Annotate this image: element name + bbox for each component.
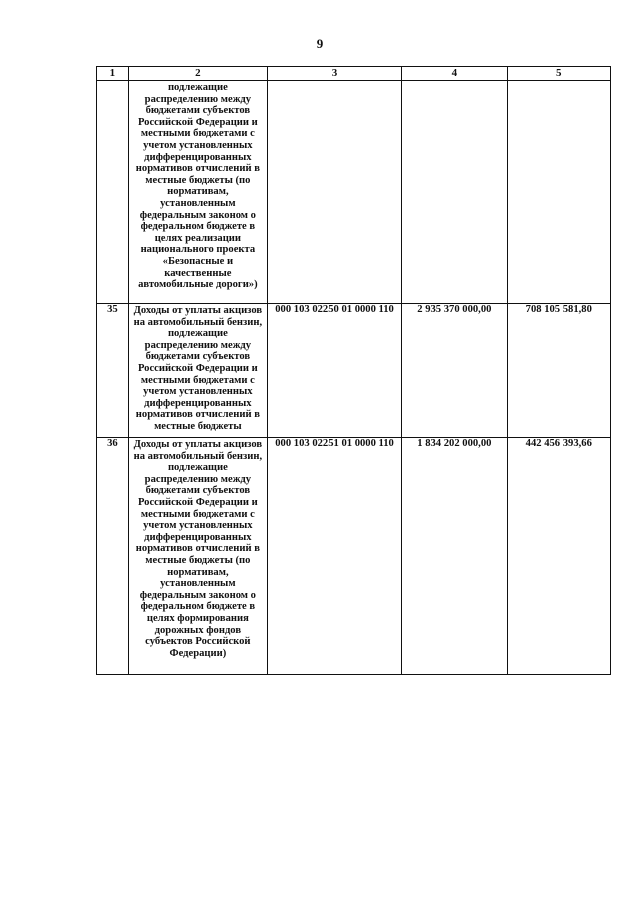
table-row (97, 304, 611, 438)
budget-code-cell: 000 103 02251 01 0000 110 (267, 438, 401, 675)
planned-amount-cell: 1 834 202 000,00 (402, 438, 507, 675)
budget-code-cell: 000 103 02250 01 0000 110 (267, 304, 401, 438)
column-header-1: 1 (97, 67, 129, 81)
page-number: 9 (316, 36, 324, 51)
column-header-3: 3 (267, 67, 401, 81)
column-header-4: 4 (402, 67, 507, 81)
column-header-5: 5 (507, 67, 610, 81)
row-number-cell (97, 81, 129, 304)
row-number-cell: 35 (97, 304, 129, 438)
column-header-2: 2 (128, 67, 267, 81)
income-description-cell (128, 81, 267, 304)
income-description-cell (128, 304, 267, 438)
table-row (97, 81, 611, 304)
table-header-row (97, 67, 611, 81)
actual-amount-cell: 708 105 581,80 (507, 304, 610, 438)
row-number-cell: 36 (97, 438, 129, 675)
income-description: подлежащие распределению между бюджетами субъектов Российской Федерации и местными бюджетами с учетом установленных дифференцированных нормативов отчислений в местные бюджеты (по нормативам, установленным федеральным законом о федеральном бюджете в целях реализации национального проекта «Безопасные и качественные автомобильные дороги») (135, 82, 260, 291)
income-description-cell (128, 438, 267, 675)
planned-amount-cell (402, 81, 507, 304)
income-description: Доходы от уплаты акцизов на автомобильный бензин, подлежащие распределению между бюджетами субъектов Российской Федерации и местными бюджетами с учетом установленных дифференцированных нормативов отчислений в местные бюджеты (по нормативам, установленным федеральным законом о федеральном бюджете в целях формирования дорожных фондов субъектов Российской Федерации) (133, 439, 263, 659)
actual-amount-cell: 442 456 393,66 (507, 438, 610, 675)
budget-code-cell (267, 81, 401, 304)
planned-amount-cell: 2 935 370 000,00 (402, 304, 507, 438)
actual-amount-cell (507, 81, 610, 304)
table-row (97, 438, 611, 675)
income-description: Доходы от уплаты акцизов на автомобильный бензин, подлежащие распределению между бюджетами субъектов Российской Федерации и местными бюджетами с учетом установленных дифференцированных нормативов отчислений в местные бюджеты (133, 305, 263, 432)
budget-table (96, 66, 611, 675)
